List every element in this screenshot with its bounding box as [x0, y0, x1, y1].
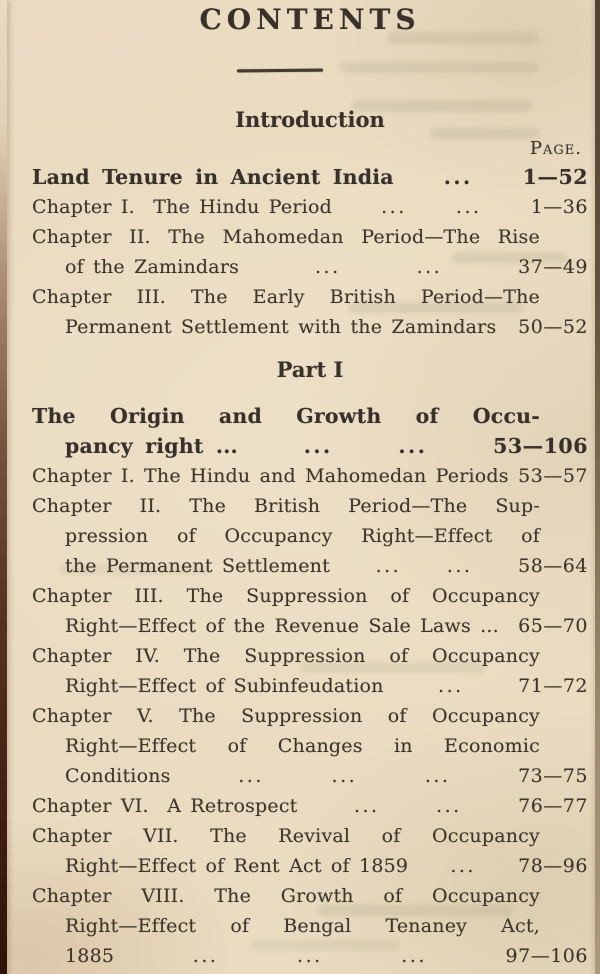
toc-word: Period—The	[420, 286, 540, 308]
toc-line-text: Chapter I. The Hindu Period	[32, 196, 332, 218]
leader-dots: ...	[401, 945, 427, 967]
page-range: 78—96	[518, 855, 588, 877]
toc-section-part-1	[32, 401, 588, 971]
page-range: 65—70	[518, 615, 588, 637]
page-range: 73—75	[518, 765, 588, 787]
toc-line-text: of the Zamindars	[65, 256, 240, 278]
leader-dots: ...	[331, 765, 358, 787]
toc-word: of	[390, 585, 410, 607]
toc-word: The	[214, 885, 252, 907]
toc-word: Suppression	[246, 585, 368, 607]
toc-word: Right—Effect	[65, 915, 197, 937]
page-range: 53—57	[518, 465, 588, 487]
toc-line-text: Chapter VI. A Retrospect	[32, 795, 298, 817]
page-edge-right	[595, 0, 600, 974]
toc-word: Mahomedan	[222, 226, 344, 248]
toc-line	[32, 941, 588, 971]
page-range: 1—52	[522, 165, 588, 189]
toc-line	[32, 222, 540, 252]
toc-word: Chapter	[32, 825, 112, 847]
toc-word: of	[383, 885, 403, 907]
toc-line-text: Right—Effect of Subinfeudation	[65, 675, 384, 697]
toc-line	[32, 761, 588, 791]
toc-word: Chapter	[32, 645, 112, 667]
toc-word: Period—The	[361, 226, 481, 248]
toc-word: Occupancy	[431, 825, 540, 847]
toc-word: of	[389, 645, 409, 667]
toc-word: VII.	[143, 825, 179, 847]
toc-word: Occu-	[472, 404, 540, 428]
toc-word: IV.	[135, 645, 160, 667]
toc-word: III.	[136, 286, 166, 308]
toc-section-introduction	[32, 162, 588, 342]
leader-dots: ...	[375, 555, 402, 577]
toc-line-text: the Permanent Settlement	[65, 555, 330, 577]
toc-word: Economic	[444, 735, 540, 757]
page-range: 37—49	[518, 256, 588, 278]
leader-dots: ...	[315, 256, 341, 278]
toc-line	[32, 611, 588, 641]
contents-page-content	[32, 0, 588, 971]
contents-title: CONTENTS	[199, 3, 421, 36]
leader-dots: ...	[450, 855, 476, 877]
toc-word: of	[177, 525, 196, 547]
toc-word: The	[190, 286, 228, 308]
toc-word: of	[387, 705, 407, 727]
toc-word: Occupancy	[431, 705, 540, 727]
toc-word: Growth	[280, 885, 354, 907]
page-range: 71—72	[518, 675, 588, 697]
toc-word: II.	[139, 495, 162, 517]
toc-word: Occupancy	[224, 525, 333, 547]
leader-dots: ...	[438, 675, 464, 697]
toc-line	[32, 282, 540, 312]
toc-line	[32, 312, 588, 342]
leader-dots: ...	[381, 196, 407, 218]
page-range: 97—106	[505, 945, 588, 967]
leader-dots: ...	[303, 434, 333, 458]
page-range: 76—77	[518, 795, 588, 817]
toc-word: Changes	[277, 735, 363, 757]
toc-word: of	[521, 525, 540, 547]
toc-word: Occupancy	[431, 645, 540, 667]
toc-word: British	[329, 286, 396, 308]
toc-line	[32, 791, 588, 821]
toc-line	[32, 431, 588, 461]
toc-word: Chapter	[32, 495, 112, 517]
toc-word: in	[394, 735, 413, 757]
toc-word: Early	[252, 286, 305, 308]
toc-word: III.	[134, 585, 164, 607]
leader-dots: ...	[238, 765, 264, 787]
toc-line-text: Right—Effect of Rent Act of 1859	[65, 855, 409, 877]
toc-line	[32, 671, 588, 701]
section-heading-introduction: Introduction	[235, 107, 385, 132]
toc-word: Origin	[110, 404, 185, 428]
toc-line	[32, 851, 588, 881]
toc-line	[32, 252, 588, 282]
leader-dots: ...	[416, 256, 443, 278]
leader-dots: ...	[398, 434, 428, 458]
toc-word: The	[168, 226, 205, 248]
toc-word: V.	[136, 705, 154, 727]
toc-word: The	[186, 585, 224, 607]
toc-line	[32, 881, 540, 911]
leader-dots: ...	[297, 945, 323, 967]
toc-word: Rise	[497, 226, 540, 248]
toc-word: Chapter	[32, 286, 112, 308]
toc-word: The	[179, 705, 216, 727]
toc-line-text: Permanent Settlement with the Zamindars	[65, 316, 497, 338]
toc-line-text: Chapter I. The Hindu and Mahomedan Periods	[32, 465, 509, 487]
page-range: 1—36	[530, 196, 588, 218]
toc-word: VIII.	[141, 885, 185, 907]
toc-word: II.	[129, 226, 151, 248]
toc-line	[32, 701, 540, 731]
toc-line	[32, 731, 540, 761]
toc-word: Sup-	[495, 495, 540, 517]
leader-dots: ...	[443, 165, 473, 189]
toc-word: Chapter	[32, 885, 112, 907]
leader-dots: ...	[436, 795, 462, 817]
toc-word: The	[210, 825, 247, 847]
toc-line	[32, 461, 588, 491]
toc-word: Growth	[296, 404, 382, 428]
page-range: 58—64	[518, 555, 588, 577]
toc-word: The	[189, 495, 227, 517]
leader-dots: ...	[192, 945, 219, 967]
page-range: 50—52	[518, 316, 588, 338]
toc-word: of	[230, 915, 250, 937]
toc-word: Bengal	[283, 915, 352, 937]
toc-line-text: Conditions	[65, 765, 171, 787]
toc-word: British	[254, 495, 321, 517]
leader-dots: ...	[424, 765, 451, 787]
page-column-label: Page.	[529, 138, 582, 159]
toc-word: pression	[65, 525, 149, 547]
toc-word: Act,	[501, 915, 540, 937]
toc-line	[32, 521, 540, 551]
title-rule	[237, 69, 323, 73]
toc-word: and	[218, 404, 263, 428]
leader-dots: ...	[455, 196, 482, 218]
toc-word: Occupancy	[431, 885, 540, 907]
toc-line-text: pancy right ...	[65, 434, 238, 458]
section-heading-part-1: Part I	[276, 357, 344, 382]
toc-word: Occupancy	[431, 585, 540, 607]
toc-word: Chapter	[32, 705, 112, 727]
toc-line-text: 1885	[65, 945, 115, 967]
toc-line	[32, 641, 540, 671]
toc-line	[32, 911, 540, 941]
leader-dots: ...	[446, 555, 473, 577]
toc-word: Revival	[278, 825, 351, 847]
toc-line	[32, 162, 588, 192]
toc-line	[32, 821, 540, 851]
toc-line	[32, 192, 588, 222]
toc-word: Tenaney	[385, 915, 468, 937]
toc-word: Right—Effect	[361, 525, 493, 547]
toc-line-text: Right—Effect of the Revenue Sale Laws ...	[65, 615, 499, 637]
toc-line	[32, 551, 588, 581]
toc-line	[32, 401, 540, 431]
leader-dots: ...	[353, 795, 380, 817]
toc-word: Suppression	[241, 705, 363, 727]
toc-line-text: Land Tenure in Ancient India	[32, 165, 394, 189]
page-range: 53—106	[493, 434, 588, 458]
toc-word: Period—The	[348, 495, 468, 517]
toc-line	[32, 491, 540, 521]
page-edge-left	[0, 0, 7, 974]
toc-line	[32, 581, 540, 611]
toc-word: of	[227, 735, 247, 757]
toc-word: Chapter	[32, 585, 112, 607]
toc-word: The	[32, 404, 76, 428]
toc-word: Chapter	[32, 226, 112, 248]
toc-word: of	[415, 404, 439, 428]
toc-word: Right—Effect	[65, 735, 197, 757]
toc-word: The	[183, 645, 221, 667]
toc-word: of	[381, 825, 401, 847]
toc-word: Suppression	[244, 645, 366, 667]
